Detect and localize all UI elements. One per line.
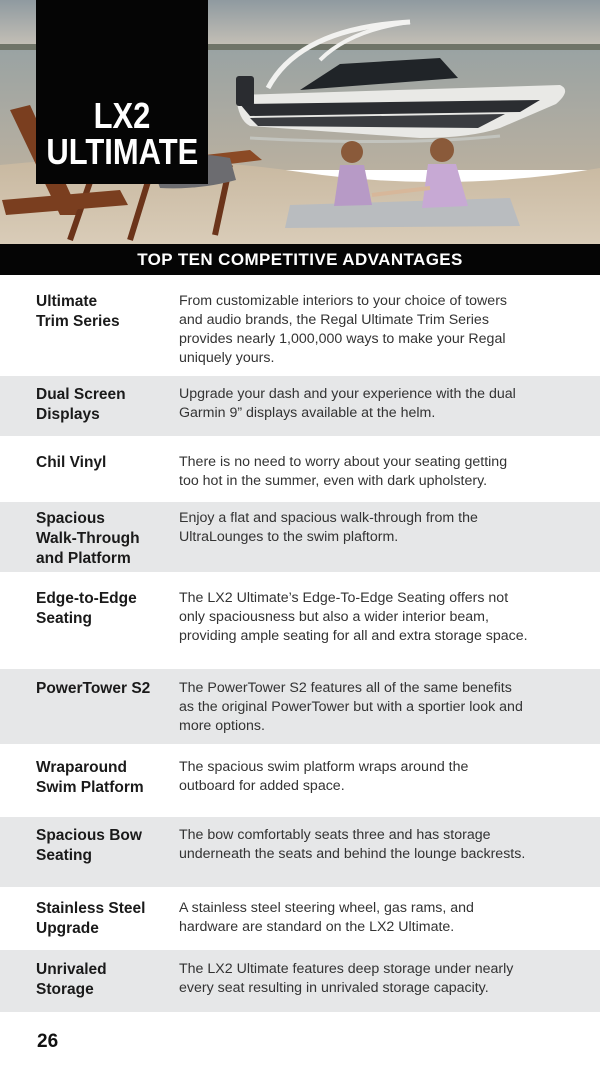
section-banner: TOP TEN COMPETITIVE ADVANTAGES — [0, 244, 600, 275]
advantage-title-line: Displays — [36, 406, 100, 423]
advantage-title — [36, 453, 166, 473]
title-line-1: LX2 — [93, 95, 151, 136]
advantage-description-line: every seat resulting in unrivaled storage capacity. — [179, 980, 489, 996]
advantage-description-line: The bow comfortably seats three and has storage — [179, 827, 491, 843]
advantage-title-line: Wraparound — [36, 759, 127, 776]
advantage-title — [36, 385, 166, 425]
advantage-description-line: providing ample seating for all and extra storage space. — [179, 628, 528, 644]
advantage-title — [36, 679, 166, 699]
advantage-row — [0, 436, 600, 502]
advantage-title — [36, 758, 166, 798]
advantage-description-line: The spacious swim platform wraps around the — [179, 759, 469, 775]
outboard-motor — [236, 76, 254, 106]
advantage-title — [36, 292, 166, 332]
advantage-title-line: Stainless Steel — [36, 900, 146, 917]
advantage-description — [179, 509, 571, 547]
advantage-title-line: PowerTower S2 — [36, 680, 151, 697]
advantage-description-line: as the original PowerTower but with a sportier look and — [179, 699, 523, 715]
advantage-title-line: Chil Vinyl — [36, 454, 107, 471]
advantage-description — [179, 960, 571, 998]
advantage-title-line: Upgrade — [36, 920, 99, 937]
advantage-description-line: The LX2 Ultimate’s Edge-To-Edge Seating offers not — [179, 590, 509, 606]
advantage-description-line: The LX2 Ultimate features deep storage under nearly — [179, 961, 514, 977]
advantage-description-line: There is no need to worry about your seating getting — [179, 454, 508, 470]
advantage-row — [0, 502, 600, 572]
advantage-description — [179, 453, 571, 491]
advantage-row — [0, 817, 600, 887]
advantage-description-line: uniquely yours. — [179, 350, 275, 366]
advantage-title-line: Spacious — [36, 510, 105, 527]
advantage-title-line: Ultimate — [36, 293, 98, 310]
advantage-title-line: Unrivaled — [36, 961, 107, 978]
advantage-description-line: UltraLounges to the swim plaftorm. — [179, 529, 399, 545]
advantage-description-line: underneath the seats and behind the lounge backrests. — [179, 846, 526, 862]
advantage-row — [0, 887, 600, 950]
advantage-row — [0, 669, 600, 744]
advantage-description-line: and audio brands, the Regal Ultimate Trim Series — [179, 312, 489, 328]
advantage-title-line: and Platform — [36, 550, 131, 567]
advantage-title-line: Walk-Through — [36, 530, 140, 547]
advantage-title — [36, 899, 166, 939]
advantage-title — [36, 960, 166, 1000]
advantage-description-line: hardware are standard on the LX2 Ultimate. — [179, 919, 455, 935]
advantage-row — [0, 572, 600, 669]
advantage-title-line: Dual Screen — [36, 386, 126, 403]
advantage-description-line: too hot in the summer, even with dark upholstery. — [179, 473, 488, 489]
advantage-description-line: The PowerTower S2 features all of the same benefits — [179, 680, 512, 696]
advantage-description-line: outboard for added space. — [179, 778, 345, 794]
advantage-description-line: Garmin 9” displays available at the helm. — [179, 405, 436, 421]
advantage-row — [0, 950, 600, 1012]
advantage-description — [179, 292, 571, 368]
advantage-description-line: provides nearly 1,000,000 ways to make your Regal — [179, 331, 506, 347]
advantage-title-line: Spacious Bow — [36, 827, 142, 844]
advantage-title-line: Seating — [36, 610, 92, 627]
advantage-description — [179, 589, 571, 646]
advantage-description-line: Enjoy a flat and spacious walk-through from the — [179, 510, 478, 526]
advantage-description-line: only spaciousness but also a wider interior beam, — [179, 609, 489, 625]
advantage-description — [179, 899, 571, 937]
advantage-description-line: From customizable interiors to your choice of towers — [179, 293, 508, 309]
advantage-description-line: more options. — [179, 718, 265, 734]
advantage-description — [179, 758, 571, 796]
title-line-2: ULTIMATE — [46, 131, 198, 172]
advantage-description — [179, 826, 571, 864]
advantage-row — [0, 744, 600, 817]
advantage-row — [0, 376, 600, 436]
title-box — [36, 0, 208, 184]
advantage-title-line: Trim Series — [36, 313, 120, 330]
advantage-title-line: Edge-to-Edge — [36, 590, 137, 607]
page-number: 26 — [37, 1031, 59, 1052]
advantage-title-line: Storage — [36, 981, 94, 998]
advantage-title-line: Swim Platform — [36, 779, 144, 796]
advantage-description — [179, 385, 571, 423]
advantage-description-line: Upgrade your dash and your experience with the dual — [179, 386, 516, 402]
advantage-description — [179, 679, 571, 736]
advantage-row — [0, 275, 600, 376]
advantage-description-line: A stainless steel steering wheel, gas rams, and — [179, 900, 474, 916]
hero-photo — [0, 0, 600, 244]
advantage-title-line: Seating — [36, 847, 92, 864]
advantage-title — [36, 589, 166, 629]
advantage-title — [36, 826, 166, 866]
advantage-title — [36, 509, 166, 569]
